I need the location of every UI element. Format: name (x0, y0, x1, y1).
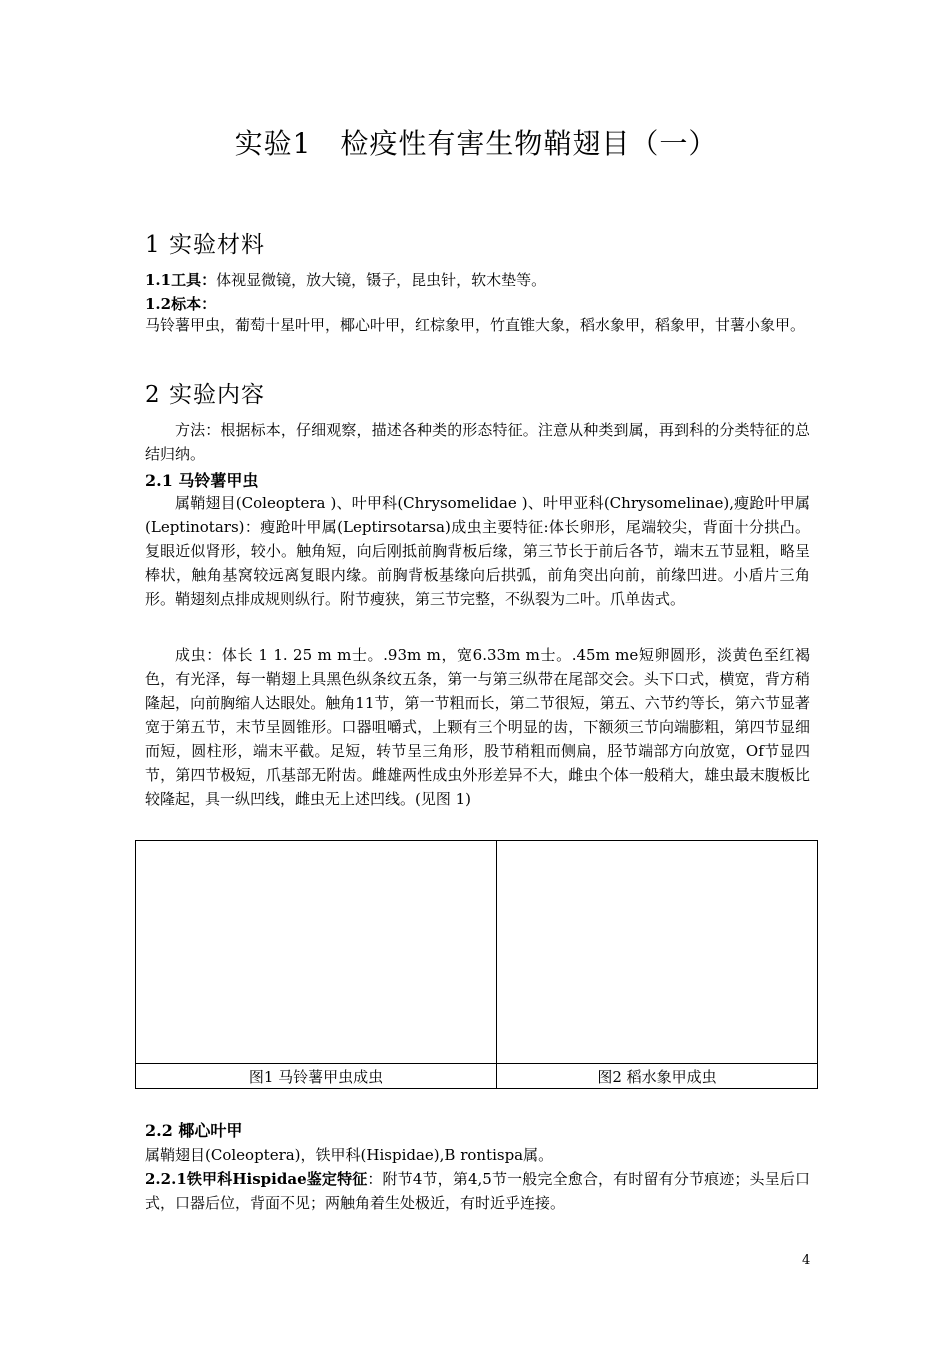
specimens-text: 马铃薯甲虫，葡萄十星叶甲，椰心叶甲，红棕象甲，竹直锥大象，稻水象甲，稻象甲，甘薯小象甲。 (145, 316, 806, 334)
subsection-2-1-paragraph-1: 属鞘翅目(Coleoptera )、叶甲科(Chrysomelidae )、叶甲亚科(Chrysomelinae),瘦跄叶甲属(Leptinotars)：瘦跄叶甲属(Leptirsotarsa)成虫主要特征:体长卵形，尾端较尖，背面十分拱凸。复眼近似肾形，较小。触角短，向后刚抵前胸背板后缘，第三节长于前后各节，端末五节显粗，略呈棒状，触角基窝较远离复眼内缘。前胸背板基缘向后拱弧，前角突出向前，前缘凹进。小盾片三角形。鞘翅刻点排成规则纵行。附节瘦狭，第三节完整，不纵裂为二叶。爪单齿式。 (145, 494, 810, 608)
section-1-heading: 1 实验材料 (145, 232, 265, 258)
figure-2-image (497, 841, 818, 1064)
subsection-2-2-heading: 2.2 椰心叶甲 (145, 1121, 243, 1140)
subsection-2-2-classification: 属鞘翅目(Coleoptera)，铁甲科(Hispidae),B rontispa属。 (145, 1146, 554, 1164)
figure-1-caption: 图1 马铃薯甲虫成虫 (136, 1064, 497, 1089)
figure-2-caption: 图2 稻水象甲成虫 (497, 1064, 818, 1089)
tools-line (145, 270, 810, 290)
subsection-2-2-key-features (145, 1167, 810, 1215)
tools-text: 体视显微镜，放大镜，镊子，昆虫针，软木垫等。 (216, 271, 547, 289)
subsection-2-1-heading: 2.1 马铃薯甲虫 (145, 471, 259, 490)
method-paragraph: 方法：根据标本，仔细观察，描述各种类的形态特征。注意从种类到属，再到科的分类特征的总结归纳。 (145, 421, 810, 463)
figure-1-image (136, 841, 497, 1064)
page-title: 实验1 检疫性有害生物鞘翅目（一） (234, 127, 718, 160)
key-features-text: ：附节4节，第4,5节一般完全愈合，有时留有分节痕迹；头呈后口式，口器后位，背面不见；两触角着生处极近，有时近乎连接。 (145, 1170, 810, 1212)
key-features-label: 2.2.1铁甲科Hispidae鉴定特征 (145, 1170, 368, 1188)
tools-label: 1.1工具： (145, 271, 217, 289)
subsection-2-1-paragraph-2: 成虫：体长 1 1. 25 m m士。.93m m，宽6.33m m士。.45m me短卵圆形，淡黄色至红褐色，有光泽，每一鞘翅上具黑色纵条纹五条，第一与第三纵带在尾部交会。头下口式，横宽，背方稍隆起，向前胸缩人达眼处。触角11节，第一节粗而长，第二节很短，第五、六节约等长，第六节显著宽于第五节，末节呈圆锥形。口器咀嚼式，上颗有三个明显的齿，下额须三节向端膨粗，第四节显细而短，圆柱形，端末平截。足短，转节呈三角形，股节稍粗而侧扁，胫节端部方向放宽，Of节显四节，第四节极短，爪基部无附齿。雌雄两性成虫外形差异不大，雌虫个体一般稍大，雄虫最末腹板比较隆起，具一纵凹线，雌虫无上述凹线。(见图 1) (145, 646, 810, 808)
page-number: 4 (802, 1253, 811, 1268)
specimens-label: 1.2标本： (145, 295, 217, 313)
figure-table (135, 840, 818, 1089)
specimens-label-line (145, 294, 810, 314)
section-2-heading: 2 实验内容 (145, 382, 265, 408)
